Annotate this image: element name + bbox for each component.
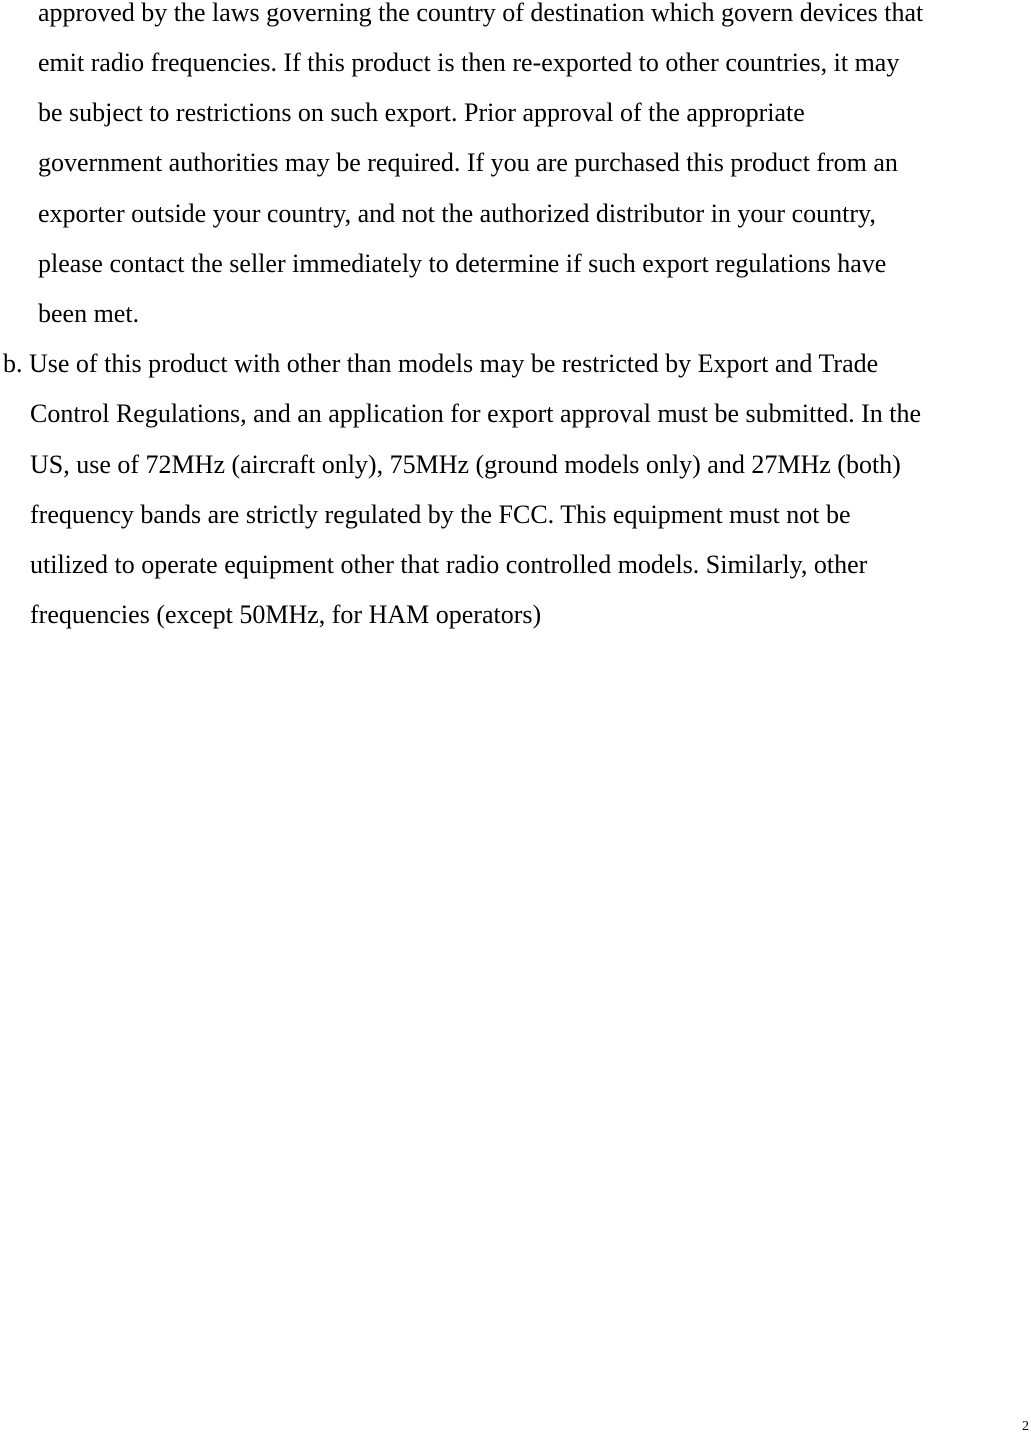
paragraph-line: be subject to restrictions on such export. Prior approval of the appropriate — [38, 98, 805, 127]
paragraph-line: utilized to operate equipment other that radio controlled models. Similarly, other — [30, 550, 868, 579]
paragraph-line: government authorities may be required. If you are purchased this product from an — [38, 148, 898, 177]
paragraph-line: exporter outside your country, and not the authorized distributor in your country, — [38, 199, 876, 228]
page-number: 2 — [1022, 1419, 1029, 1434]
paragraph-line: approved by the laws governing the country of destination which govern devices that — [38, 0, 924, 27]
paragraph-line: emit radio frequencies. If this product is then re-exported to other countries, it may — [38, 48, 900, 77]
paragraph-line: frequencies (except 50MHz, for HAM operators) — [30, 600, 542, 629]
list-item-b-first-line: b. Use of this product with other than models may be restricted by Export and Trade — [3, 349, 879, 378]
paragraph-line: frequency bands are strictly regulated by the FCC. This equipment must not be — [30, 500, 851, 529]
paragraph-line: Control Regulations, and an application for export approval must be submitted. In the — [30, 399, 922, 428]
paragraph-line: been met. — [38, 299, 140, 328]
paragraph-line: US, use of 72MHz (aircraft only), 75MHz (ground models only) and 27MHz (both) — [30, 450, 901, 479]
paragraph-line: please contact the seller immediately to determine if such export regulations have — [38, 249, 887, 278]
